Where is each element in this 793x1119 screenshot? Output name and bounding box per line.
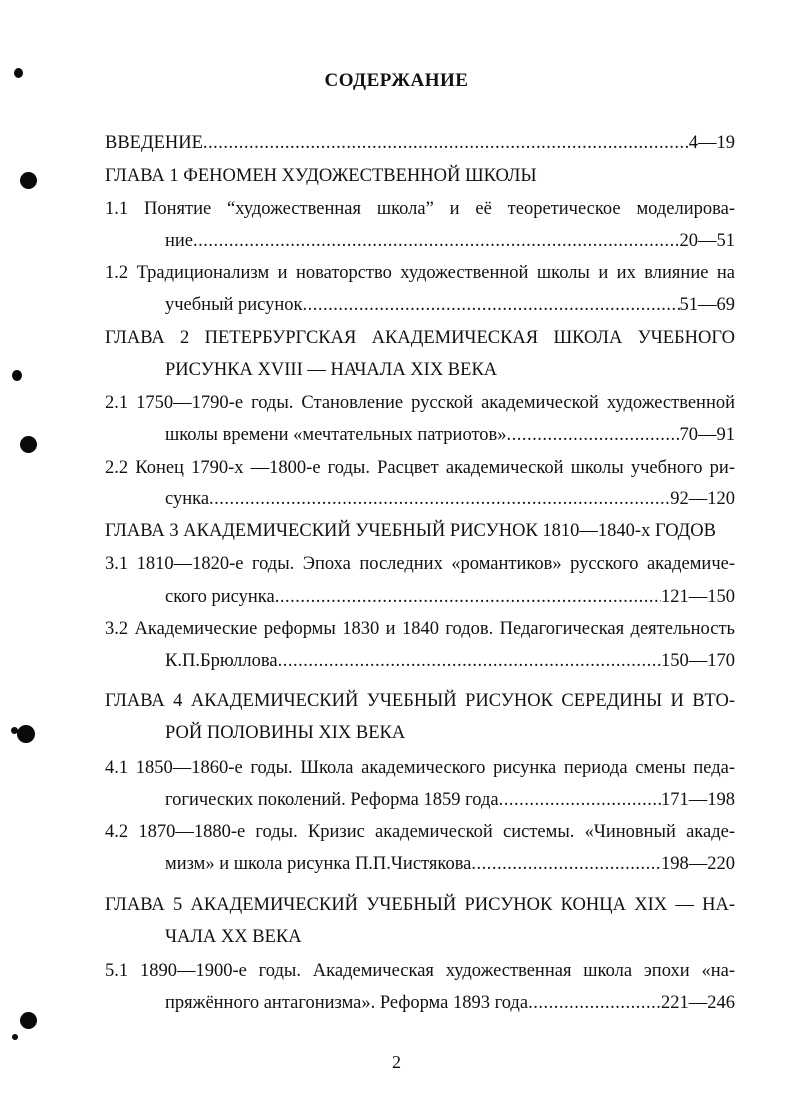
dot-leader xyxy=(303,293,680,317)
toc-chapter-5-line2: ЧАЛА XX ВЕКА xyxy=(165,927,302,947)
toc-section-1-1-line1: 1.1 Понятие “художественная школа” и её теоретическое моделирова- xyxy=(105,199,735,219)
toc-page-range: 92—120 xyxy=(670,489,735,509)
toc-section-4-2-line1: 4.2 1870—1880-е годы. Кризис академической системы. «Чиновный акаде- xyxy=(105,822,735,842)
dot-leader xyxy=(471,852,661,876)
dot-leader xyxy=(203,131,689,155)
punch-hole-mark xyxy=(12,370,22,381)
punch-hole-mark xyxy=(20,1012,37,1029)
toc-entry-text: ского рисунка xyxy=(165,587,275,607)
toc-chapter-2-line1: ГЛАВА 2 ПЕТЕРБУРГСКАЯ АКАДЕМИЧЕСКАЯ ШКОЛА УЧЕБНОГО xyxy=(105,328,735,348)
toc-section-2-1-line1: 2.1 1750—1790-е годы. Становление русской академической художественной xyxy=(105,393,735,413)
punch-hole-mark xyxy=(12,1034,18,1040)
toc-entry-text: сунка xyxy=(165,489,210,509)
toc-entry-text: ние xyxy=(165,231,194,251)
dot-leader xyxy=(278,649,661,673)
toc-section-3-2-line2 xyxy=(165,649,735,673)
punch-hole-mark xyxy=(20,172,37,189)
toc-chapter-2-line2: РИСУНКА XVIII — НАЧАЛА XIX ВЕКА xyxy=(165,360,498,380)
toc-chapter-5-line1: ГЛАВА 5 АКАДЕМИЧЕСКИЙ УЧЕБНЫЙ РИСУНОК КОНЦА XIX — НА- xyxy=(105,895,735,915)
toc-page-range: 121—150 xyxy=(661,587,735,607)
dot-leader xyxy=(209,487,670,511)
toc-section-3-2-line1: 3.2 Академические реформы 1830 и 1840 годов. Педагогическая деятельность xyxy=(105,619,735,639)
toc-chapter-1: ГЛАВА 1 ФЕНОМЕН ХУДОЖЕСТВЕННОЙ ШКОЛЫ xyxy=(105,166,537,186)
toc-section-1-1-line2 xyxy=(165,229,735,253)
toc-section-5-1-line1: 5.1 1890—1900-е годы. Академическая художественная школа эпохи «на- xyxy=(105,961,735,981)
toc-page-range: 221—246 xyxy=(661,993,735,1013)
toc-entry-text: мизм» и школа рисунка П.П.Чистякова xyxy=(165,854,472,874)
toc-page-range: 20—51 xyxy=(679,231,735,251)
toc-entry-intro xyxy=(105,131,735,155)
punch-hole-mark xyxy=(11,727,18,734)
toc-page-range: 4—19 xyxy=(688,133,735,153)
toc-section-1-2-line2 xyxy=(165,293,735,317)
toc-page-range: 150—170 xyxy=(661,651,735,671)
punch-hole-mark xyxy=(20,436,37,453)
toc-page-range: 51—69 xyxy=(679,295,735,315)
toc-section-3-1-line1: 3.1 1810—1820-е годы. Эпоха последних «романтиков» русского академиче- xyxy=(105,554,735,574)
toc-page-range: 171—198 xyxy=(661,790,735,810)
toc-section-2-2-line2 xyxy=(165,487,735,511)
toc-entry-text: школы времени «мечтательных патриотов» xyxy=(165,425,507,445)
toc-section-4-1-line1: 4.1 1850—1860-е годы. Школа академического рисунка периода смены педа- xyxy=(105,758,735,778)
toc-entry-text: учебный рисунок xyxy=(165,295,303,315)
toc-entry-text: пряжённого антагонизма». Реформа 1893 года xyxy=(165,993,529,1013)
dot-leader xyxy=(507,423,680,447)
toc-section-2-2-line1: 2.2 Конец 1790-х —1800-е годы. Расцвет академической школы учебного ри- xyxy=(105,458,735,478)
toc-section-3-1-line2 xyxy=(165,585,735,609)
punch-hole-mark xyxy=(17,725,35,743)
dot-leader xyxy=(275,585,661,609)
toc-page-range: 70—91 xyxy=(679,425,735,445)
toc-section-5-1-line2 xyxy=(165,991,735,1015)
dot-leader xyxy=(499,788,661,812)
toc-section-4-1-line2 xyxy=(165,788,735,812)
toc-entry-text: К.П.Брюллова xyxy=(165,651,278,671)
toc-section-1-2-line1: 1.2 Традиционализм и новаторство художественной школы и их влияние на xyxy=(105,263,735,283)
toc-chapter-4-line1: ГЛАВА 4 АКАДЕМИЧЕСКИЙ УЧЕБНЫЙ РИСУНОК СЕРЕДИНЫ И ВТО- xyxy=(105,691,735,711)
toc-page-range: 198—220 xyxy=(661,854,735,874)
toc-section-2-1-line2 xyxy=(165,423,735,447)
toc-section-4-2-line2 xyxy=(165,852,735,876)
page-title: СОДЕРЖАНИЕ xyxy=(324,70,469,91)
page-number: 2 xyxy=(392,1052,401,1072)
toc-entry-text: ВВЕДЕНИЕ xyxy=(105,133,203,153)
dot-leader xyxy=(193,229,679,253)
dot-leader xyxy=(528,991,661,1015)
toc-entry-text: гогических поколений. Реформа 1859 года xyxy=(165,790,499,810)
toc-chapter-4-line2: РОЙ ПОЛОВИНЫ XIX ВЕКА xyxy=(165,723,406,743)
toc-chapter-3: ГЛАВА 3 АКАДЕМИЧЕСКИЙ УЧЕБНЫЙ РИСУНОК 1810—1840-х ГОДОВ xyxy=(105,521,716,541)
